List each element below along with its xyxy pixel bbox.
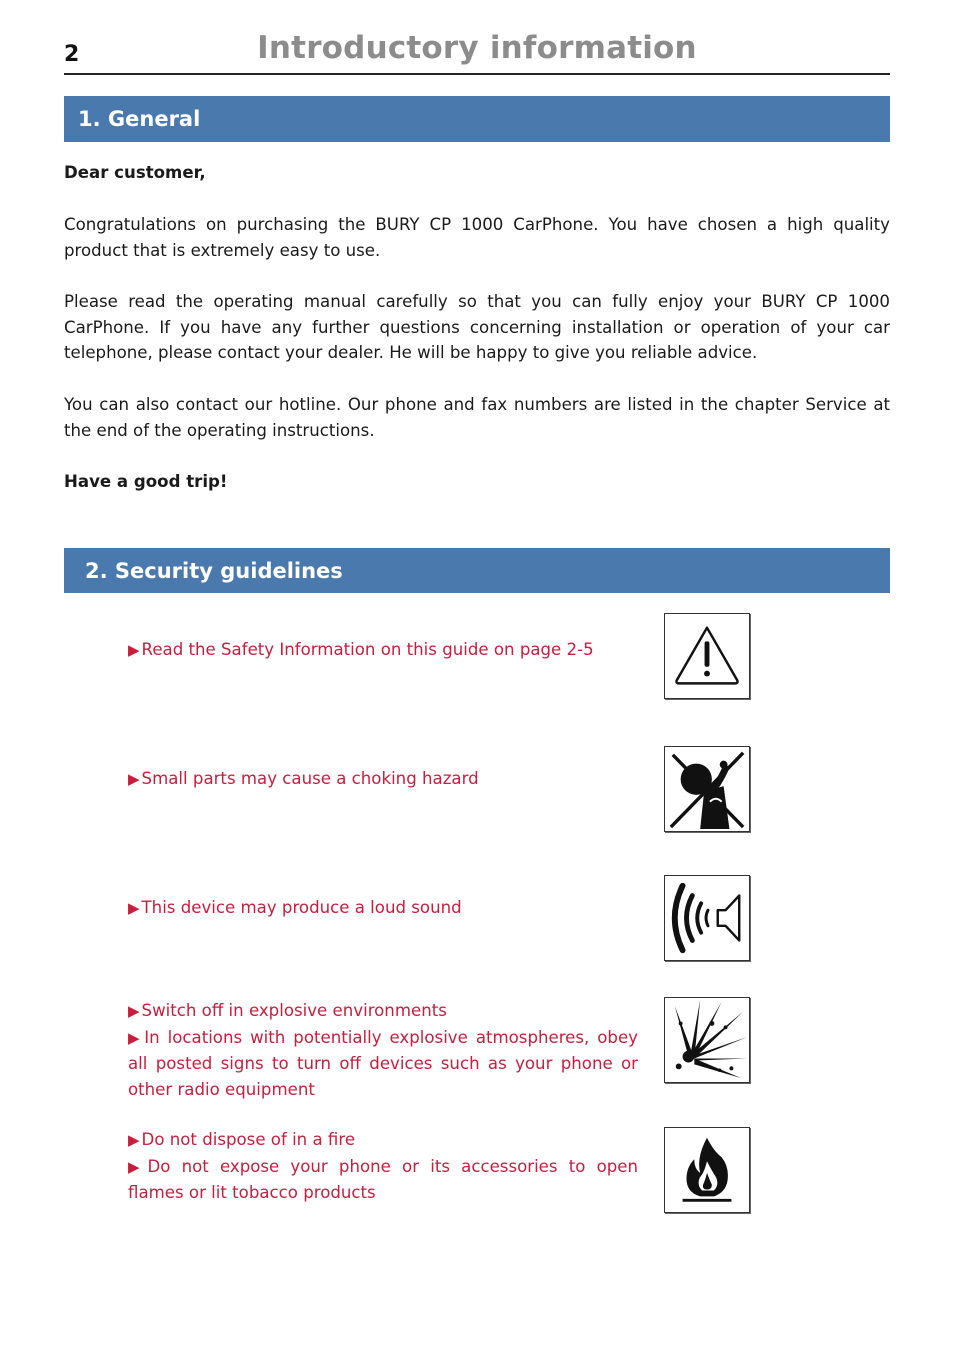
title-rule: [64, 73, 890, 75]
section-heading-security: 2. Security guidelines: [64, 548, 890, 593]
section-heading-general: 1. General: [64, 96, 890, 142]
choking-hazard-icon: [664, 746, 750, 832]
explosion-icon: [664, 997, 750, 1083]
arrow-icon: ▶: [128, 899, 140, 917]
warning-triangle-icon: [664, 613, 750, 699]
arrow-icon: ▶: [128, 1157, 146, 1176]
safety-item-5: [128, 1127, 638, 1206]
safety-item-line: ▶ Read the Safety Information on this guide on page 2-5: [128, 640, 594, 659]
safety-item-line: ▶ Do not dispose of in a fire: [128, 1130, 356, 1149]
page-number: 2: [64, 42, 80, 67]
arrow-icon: ▶: [128, 1028, 143, 1047]
paragraph-3: You can also contact our hotline. Our phone and fax numbers are listed in the chapter Service at the end of the operating instructions.: [64, 395, 890, 440]
greeting: Dear customer,: [64, 163, 206, 182]
paragraph-1: Congratulations on purchasing the BURY CP 1000 CarPhone. You have chosen a high quality product that is extremely easy to use.: [64, 215, 890, 260]
arrow-icon: ▶: [128, 1131, 140, 1149]
fire-icon: [664, 1127, 750, 1213]
safety-item-2: [128, 766, 638, 793]
safety-item-line: ▶ This device may produce a loud sound: [128, 898, 462, 917]
safety-item-line: ▶ Do not expose your phone or its accessories to open flames or lit tobacco products: [128, 1156, 638, 1203]
arrow-icon: ▶: [128, 770, 140, 788]
safety-item-1: [128, 637, 638, 664]
safety-item-4: [128, 998, 638, 1103]
safety-item-line: ▶ In locations with potentially explosive atmospheres, obey all posted signs to turn off devices such as your phone or other radio equipment: [128, 1027, 638, 1100]
page-title: Introductory information: [257, 30, 697, 66]
safety-item-3: [128, 895, 638, 922]
loud-sound-icon: [664, 875, 750, 961]
arrow-icon: ▶: [128, 641, 140, 659]
arrow-icon: ▶: [128, 1002, 140, 1020]
paragraph-2: Please read the operating manual carefully so that you can fully enjoy your BURY CP 1000 CarPhone. If you have any further questions concerning installation or operation of your car telephone, please contact your dealer. He will be happy to give you reliable advice.: [64, 292, 890, 363]
closing: Have a good trip!: [64, 472, 228, 491]
safety-item-line: ▶ Switch off in explosive environments: [128, 1001, 447, 1020]
safety-item-line: ▶ Small parts may cause a choking hazard: [128, 769, 479, 788]
